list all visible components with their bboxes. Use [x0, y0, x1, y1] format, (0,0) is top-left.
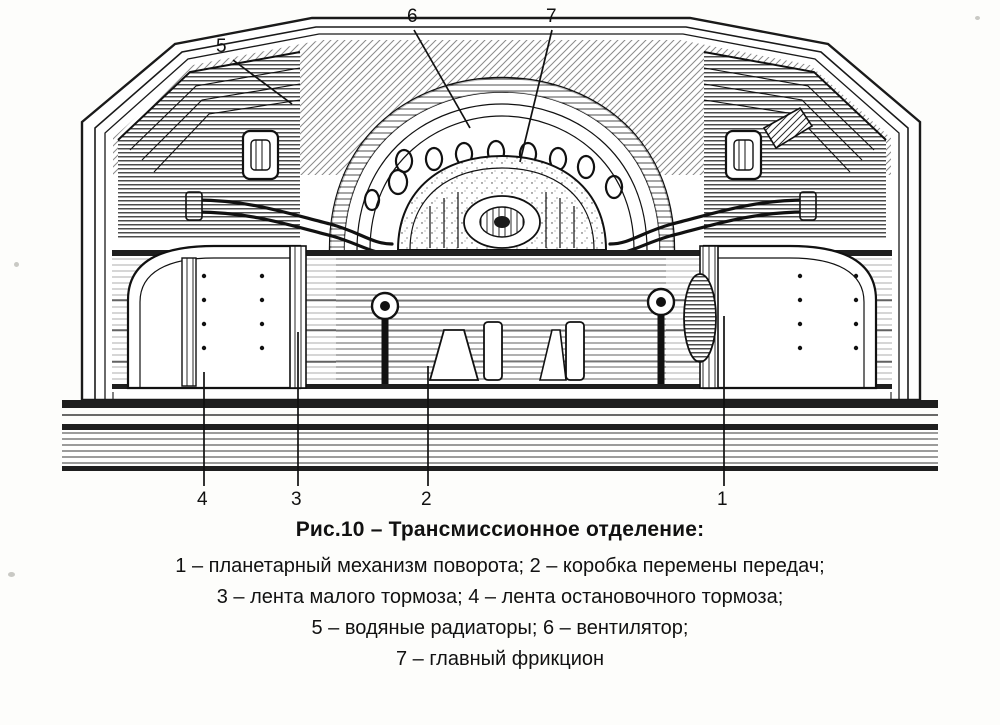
callout-5: 5	[216, 36, 227, 57]
callout-2: 2	[421, 489, 432, 510]
compartment-interior	[110, 30, 894, 400]
figure-title: Рис.10 – Трансмиссионное отделение:	[295, 518, 705, 541]
legend-line-4: 7 – главный фрикцион	[395, 648, 605, 670]
left-brake-drum	[128, 246, 306, 388]
water-radiator-right	[726, 131, 761, 179]
scan-speck-1	[14, 262, 19, 267]
legend-line-2: 3 – лента малого тормоза; 4 – лента остановочного тормоза;	[216, 586, 784, 608]
figure-caption	[0, 510, 1000, 676]
legend-line-1: 1 – планетарный механизм поворота; 2 – коробка перемены передач;	[175, 555, 825, 577]
callout-4: 4	[197, 489, 208, 510]
callout-1: 1	[717, 489, 728, 510]
right-planetary-mechanism	[684, 246, 876, 388]
callout-3: 3	[291, 489, 302, 510]
callout-7: 7	[546, 6, 557, 27]
scan-speck-3	[975, 16, 980, 20]
scan-speck-2	[8, 572, 15, 577]
water-radiator-left	[243, 131, 278, 179]
small-brake-band	[182, 258, 196, 386]
legend-line-3: 5 – водяные радиаторы; 6 – вентилятор;	[311, 617, 689, 639]
callout-6: 6	[407, 6, 418, 27]
lower-floor-plate	[62, 400, 938, 471]
